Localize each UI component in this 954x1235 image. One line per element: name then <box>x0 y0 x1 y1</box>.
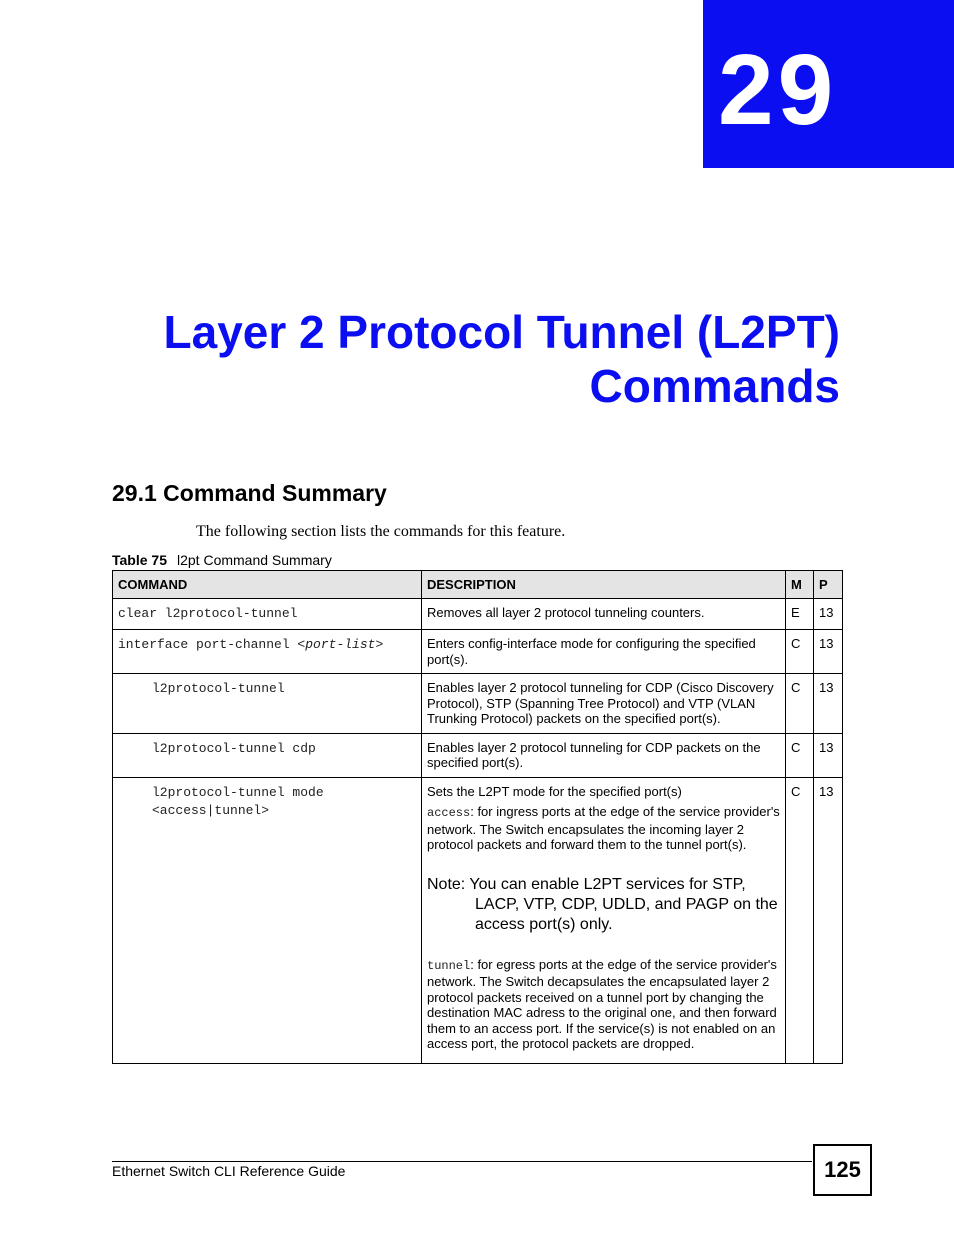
table-row <box>113 733 843 777</box>
m-cell: C <box>786 674 814 734</box>
description-intro: Sets the L2PT mode for the specified port(s) <box>427 783 682 799</box>
table-caption-text: l2pt Command Summary <box>177 552 332 568</box>
footer-guide-title: Ethernet Switch CLI Reference Guide <box>112 1163 346 1179</box>
p-cell: 13 <box>814 733 843 777</box>
description-cell: Removes all layer 2 protocol tunneling counters. <box>422 599 786 630</box>
p-cell: 13 <box>814 674 843 734</box>
note: Note: You can enable L2PT services for STP, LACP, VTP, CDP, UDLD, and PAGP on the access port(s) only. <box>427 875 778 933</box>
header-m: M <box>786 571 814 599</box>
p-cell: 13 <box>814 777 843 1063</box>
command-prefix: interface port-channel < <box>118 637 306 652</box>
description-cell <box>422 777 786 1063</box>
command-cell <box>113 630 422 674</box>
table-row <box>113 599 843 630</box>
command-suffix: > <box>375 637 384 652</box>
table-row <box>113 630 843 674</box>
command-cell: l2protocol-tunnel cdp <box>113 733 422 777</box>
description-cell: Enters config-interface mode for configuring the specified port(s). <box>422 630 786 674</box>
command-cell: l2protocol-tunnel <box>113 674 422 734</box>
chapter-number: 29 <box>718 34 838 146</box>
command-line2: <access|tunnel> <box>152 802 270 818</box>
m-cell: C <box>786 733 814 777</box>
tunnel-description <box>427 957 780 1052</box>
table-header-row <box>113 571 843 599</box>
command-cell <box>113 777 422 1063</box>
chapter-title-line2: Commands <box>589 360 840 412</box>
tunnel-keyword: tunnel <box>427 958 471 973</box>
access-text: : for ingress ports at the edge of the service provider's network. The Switch encapsulates the incoming layer 2 protocol packets and forward them to the tunnel port(s). <box>427 804 780 852</box>
header-command: COMMAND <box>113 571 422 599</box>
table-caption <box>112 551 332 569</box>
chapter-title <box>164 305 840 413</box>
header-description: DESCRIPTION <box>422 571 786 599</box>
access-keyword: access <box>427 806 471 820</box>
m-cell: C <box>786 630 814 674</box>
command-cell: clear l2protocol-tunnel <box>113 599 422 630</box>
m-cell: C <box>786 777 814 1063</box>
description-cell: Enables layer 2 protocol tunneling for CDP packets on the specified port(s). <box>422 733 786 777</box>
page-number: 125 <box>813 1144 872 1196</box>
header-p: P <box>814 571 843 599</box>
access-description <box>427 804 780 853</box>
tunnel-text: : for egress ports at the edge of the service provider's network. The Switch decapsulates the encapsulated layer 2 protocol packets received on a tunnel port by changing the destination MAC adress to the original one, and then forward them to an access port. If the service(s) is not enabled on an access port, the protocol packets are dropped. <box>427 956 777 1051</box>
description-cell: Enables layer 2 protocol tunneling for CDP (Cisco Discovery Protocol), STP (Spanning Tree Protocol) and VTP (VLAN Trunking Protocol) packets on the specified port(s). <box>422 674 786 734</box>
table-row <box>113 777 843 1063</box>
section-intro: The following section lists the commands for this feature. <box>196 523 566 540</box>
command-line1: l2protocol-tunnel mode <box>152 784 324 800</box>
command-summary-table <box>112 570 843 1064</box>
chapter-title-line1: Layer 2 Protocol Tunnel (L2PT) <box>163 306 840 358</box>
section-heading: 29.1 Command Summary <box>112 480 387 506</box>
m-cell: E <box>786 599 814 630</box>
p-cell: 13 <box>814 599 843 630</box>
p-cell: 13 <box>814 630 843 674</box>
table-caption-label: Table 75 <box>112 552 167 568</box>
command-argument: port-list <box>305 637 376 652</box>
table-row <box>113 674 843 734</box>
